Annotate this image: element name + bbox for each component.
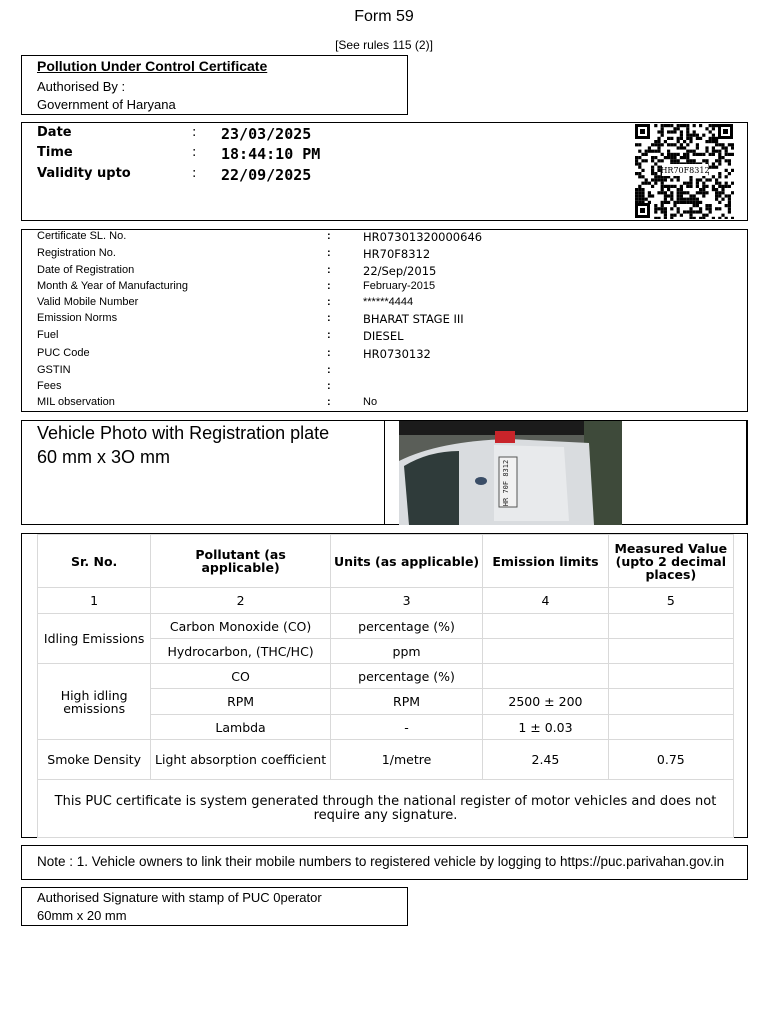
detail-value: HR0730132 xyxy=(363,347,431,361)
measured-cell xyxy=(608,639,733,664)
detail-row xyxy=(37,347,737,364)
measured-cell xyxy=(608,664,733,689)
col-units: Units (as applicable) xyxy=(330,535,482,588)
pollutant-cell: Carbon Monoxide (CO) xyxy=(151,614,331,639)
unit-cell: 1/metre xyxy=(330,740,482,780)
detail-label: Registration No. xyxy=(37,247,116,259)
limit-cell xyxy=(483,639,608,664)
signature-line1: Authorised Signature with stamp of PUC 0perator xyxy=(37,890,322,905)
detail-row xyxy=(37,364,737,381)
colon: : xyxy=(327,296,331,308)
measured-cell xyxy=(608,715,733,740)
detail-row xyxy=(37,264,737,281)
pollutant-cell: RPM xyxy=(151,689,331,715)
col-number: 3 xyxy=(330,588,482,614)
detail-row xyxy=(37,380,737,397)
detail-value: HR07301320000646 xyxy=(363,230,483,244)
high-idling-label: High idling emissions xyxy=(38,664,151,740)
limit-cell xyxy=(483,614,608,639)
photo-caption-line1: Vehicle Photo with Registration plate xyxy=(37,423,330,443)
pollutant-cell: Hydrocarbon, (THC/HC) xyxy=(151,639,331,664)
col-number: 5 xyxy=(608,588,733,614)
detail-row xyxy=(37,247,737,264)
limit-cell: 2500 ± 200 xyxy=(483,689,608,715)
signature-box xyxy=(21,887,408,926)
col-limits: Emission limits xyxy=(483,535,608,588)
measured-cell xyxy=(608,689,733,715)
authorised-by-label: Authorised By : xyxy=(37,79,126,94)
detail-label: MIL observation xyxy=(37,396,115,408)
validity-row xyxy=(37,166,367,186)
header-row xyxy=(38,535,734,588)
vehicle-photo-box xyxy=(21,420,748,525)
colon: : xyxy=(327,230,331,242)
pollutant-cell: Light absorption coefficient xyxy=(151,740,331,780)
note-box xyxy=(21,845,748,880)
date-value: 23/03/2025 xyxy=(221,125,312,143)
qr-code xyxy=(634,123,734,219)
datetime-box xyxy=(21,122,748,221)
measured-cell xyxy=(608,614,733,639)
vehicle-details-box xyxy=(21,229,748,412)
colon: : xyxy=(327,312,331,324)
colon: : xyxy=(327,396,331,408)
unit-cell: ppm xyxy=(330,639,482,664)
idling-label: Idling Emissions xyxy=(38,614,151,664)
time-label: Time xyxy=(37,145,73,160)
detail-label: Date of Registration xyxy=(37,264,135,276)
note-text: Note : 1. Vehicle owners to link their mobile numbers to registered vehicle by logging to https://puc.parivahan.gov.in xyxy=(37,854,725,869)
detail-label: Month & Year of Manufacturing xyxy=(37,280,189,292)
validity-value: 22/09/2025 xyxy=(221,166,312,184)
detail-row xyxy=(37,296,737,313)
detail-label: Fuel xyxy=(37,329,59,341)
date-label: Date xyxy=(37,125,72,140)
smoke-label: Smoke Density xyxy=(38,740,151,780)
photo-caption-line2: 60 mm x 3O mm xyxy=(37,447,171,467)
vehicle-photo xyxy=(399,421,622,525)
emissions-table xyxy=(37,534,734,838)
measured-cell: 0.75 xyxy=(608,740,733,780)
unit-cell: - xyxy=(330,715,482,740)
detail-label: GSTIN xyxy=(37,364,71,376)
colon: : xyxy=(327,364,331,376)
time-value: 18:44:10 PM xyxy=(221,145,321,163)
table-row xyxy=(38,614,734,639)
colon: : xyxy=(327,329,331,341)
plate-text: HR 70F 8312 xyxy=(502,459,510,507)
detail-label: Valid Mobile Number xyxy=(37,296,139,308)
rules-reference: [See rules 115 (2)] xyxy=(335,38,433,52)
col-pollutant: Pollutant (as applicable) xyxy=(151,535,331,588)
date-row xyxy=(37,125,367,145)
colon: : xyxy=(327,247,331,259)
detail-value: February-2015 xyxy=(363,280,436,292)
pollutant-cell: CO xyxy=(151,664,331,689)
table-row xyxy=(38,664,734,689)
government-name: Government of Haryana xyxy=(37,97,176,112)
detail-value: BHARAT STAGE III xyxy=(363,312,464,326)
detail-row xyxy=(37,329,737,346)
colon: : xyxy=(192,166,197,181)
colon: : xyxy=(327,264,331,276)
certificate-heading: Pollution Under Control Certificate xyxy=(37,58,268,74)
colon: : xyxy=(327,380,331,392)
col-sr-no: Sr. No. xyxy=(38,535,151,588)
validity-label: Validity upto xyxy=(37,166,131,181)
emissions-box xyxy=(21,533,748,838)
colon: : xyxy=(327,280,331,292)
detail-row xyxy=(37,230,737,247)
detail-value: 22/Sep/2015 xyxy=(363,264,437,278)
limit-cell xyxy=(483,664,608,689)
detail-label: Emission Norms xyxy=(37,312,118,324)
detail-value: ******4444 xyxy=(363,296,414,308)
colon: : xyxy=(192,125,197,140)
colon: : xyxy=(327,347,331,359)
limit-cell: 2.45 xyxy=(483,740,608,780)
detail-row xyxy=(37,312,737,329)
detail-value: HR70F8312 xyxy=(363,247,431,261)
unit-cell: RPM xyxy=(330,689,482,715)
col-number: 2 xyxy=(151,588,331,614)
system-generated-statement: This PUC certificate is system generated through the national register of motor vehicles and does not require any signature. xyxy=(38,780,734,838)
table-row xyxy=(38,740,734,780)
time-row xyxy=(37,145,367,165)
detail-row xyxy=(37,280,737,297)
detail-label: PUC Code xyxy=(37,347,90,359)
col-measured: Measured Value (upto 2 decimal places) xyxy=(608,535,733,588)
statement-row xyxy=(38,780,734,838)
detail-value: No xyxy=(363,396,378,408)
unit-cell: percentage (%) xyxy=(330,664,482,689)
col-number: 4 xyxy=(483,588,608,614)
detail-label: Fees xyxy=(37,380,62,392)
unit-cell: percentage (%) xyxy=(330,614,482,639)
authority-box xyxy=(21,55,408,115)
limit-cell: 1 ± 0.03 xyxy=(483,715,608,740)
detail-value: DIESEL xyxy=(363,329,404,343)
signature-line2: 60mm x 20 mm xyxy=(37,908,127,923)
qr-label: HR70F8312 xyxy=(660,166,710,175)
colon: : xyxy=(192,145,197,160)
number-row xyxy=(38,588,734,614)
detail-label: Certificate SL. No. xyxy=(37,230,127,242)
col-number: 1 xyxy=(38,588,151,614)
form-title: Form 59 xyxy=(354,8,414,25)
pollutant-cell: Lambda xyxy=(151,715,331,740)
detail-row xyxy=(37,396,737,413)
